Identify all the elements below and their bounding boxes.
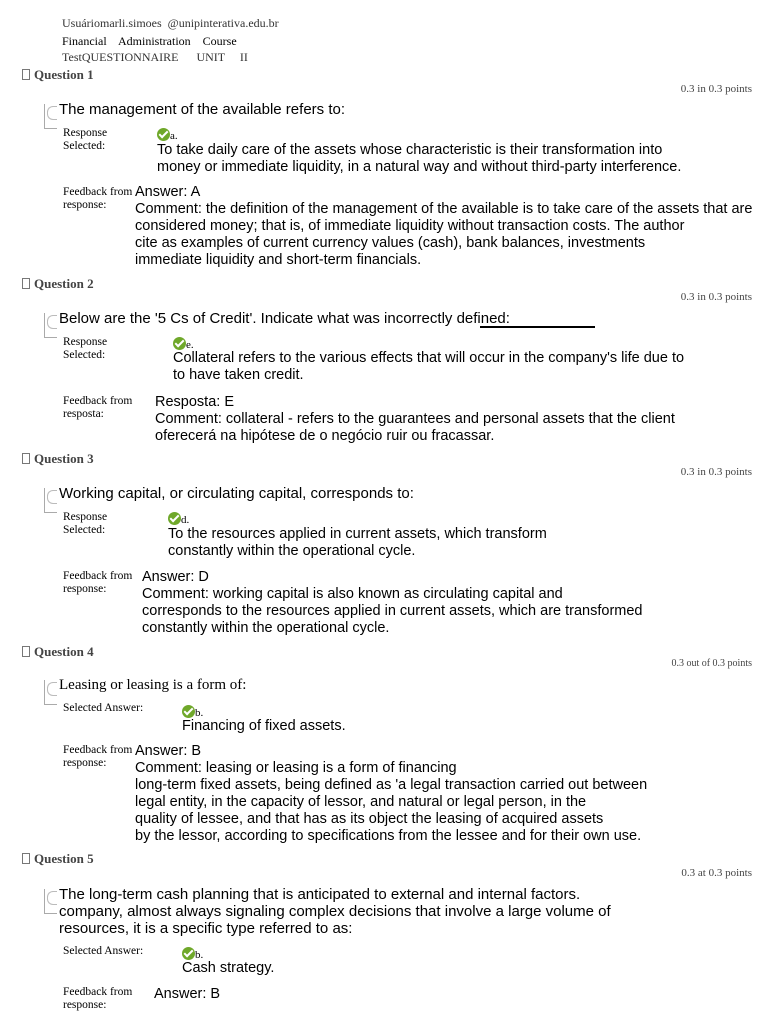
feedback-text: Answer: D Comment: working capital is also known as circulating capital and corresponds to the resources applied in current assets, which are transformed constantly within the operational cycle. — [142, 569, 643, 636]
answer-label: Response Selected: — [63, 127, 108, 152]
answer-marker: b. — [182, 703, 203, 721]
question-title[interactable]: Question 4 — [22, 644, 94, 660]
correct-check-icon — [182, 705, 195, 718]
selected-answer: Financing of fixed assets. — [182, 718, 346, 734]
answer-marker: b. — [182, 945, 203, 963]
question-points: 0.3 at 0.3 points — [681, 867, 752, 879]
collapse-icon[interactable] — [22, 453, 30, 464]
question-icon — [44, 680, 57, 705]
question-text: The management of the available refers to: — [59, 101, 345, 118]
selected-answer: To the resources applied in current assets, which transform constantly within the operational cycle. — [168, 526, 547, 559]
answer-label: Response Selected: — [63, 336, 108, 361]
test-line: TestQUESTIONNAIRE UNIT II — [62, 50, 248, 64]
collapse-icon[interactable] — [22, 646, 30, 657]
feedback-text: Answer: B Comment: leasing or leasing is a form of financing long-term fixed assets, being defined as 'a legal transaction carried out between legal entity, in the capacity of lessor, and natural or legal person, in the quality of lessee, and that has as its object the leasing of acquired assets by the lessor, according to specifications from the lessee and for their own use. — [135, 743, 648, 844]
course-line: Financial Administration Course — [62, 34, 237, 48]
question-title[interactable]: Question 2 — [22, 276, 94, 292]
feedback-text: Answer: B — [154, 986, 221, 1002]
question-icon — [44, 488, 57, 513]
question-title[interactable]: Question 5 — [22, 851, 94, 867]
feedback-text: Resposta: E Comment: collateral - refers to the guarantees and personal assets that the client oferecerá na hipótese de o negócio ruir ou fracassar. — [155, 394, 675, 444]
answer-label: Response Selected: — [63, 511, 108, 536]
question-icon — [44, 889, 57, 914]
question-points: 0.3 out of 0.3 points — [671, 658, 752, 669]
feedback-text: Answer: A Comment: the definition of the management of the available is to take care of the assets that are considered money; that is, of immediate liquidity without transaction costs. The author cite as examples of current currency values (cash), bank balances, investments immediate liquidity and short-term financials. — [135, 184, 753, 268]
selected-answer: Cash strategy. — [182, 960, 275, 976]
question-text: Working capital, or circulating capital, corresponds to: — [59, 485, 414, 502]
collapse-icon[interactable] — [22, 278, 30, 289]
question-text: Below are the '5 Cs of Credit'. Indicate what was incorrectly defined: — [59, 310, 510, 327]
answer-label: Selected Answer: — [63, 702, 144, 714]
correct-check-icon — [168, 512, 181, 525]
feedback-label: Feedback from response: — [63, 570, 133, 595]
feedback-label: Feedback from resposta: — [63, 395, 133, 420]
answer-blank-underline — [480, 326, 595, 328]
question-points: 0.3 in 0.3 points — [680, 83, 752, 95]
answer-marker: d. — [168, 510, 189, 528]
question-title[interactable]: Question 3 — [22, 451, 94, 467]
answer-marker: a. — [157, 126, 178, 144]
feedback-label: Feedback from response: — [63, 186, 133, 211]
selected-answer: Collateral refers to the various effects that will occur in the company's life due to to have taken credit. — [173, 350, 685, 383]
question-title[interactable]: Question 1 — [22, 67, 94, 83]
question-icon — [44, 104, 57, 129]
answer-label: Selected Answer: — [63, 945, 144, 957]
feedback-label: Feedback from response: — [63, 744, 133, 769]
question-points: 0.3 in 0.3 points — [680, 466, 752, 478]
user-line: Usuáriomarli.simoes @unipinterativa.edu.br — [62, 16, 279, 30]
correct-check-icon — [182, 947, 195, 960]
answer-marker: e. — [173, 335, 194, 353]
collapse-icon[interactable] — [22, 853, 30, 864]
question-text: Leasing or leasing is a form of: — [59, 677, 247, 693]
collapse-icon[interactable] — [22, 69, 30, 80]
correct-check-icon — [173, 337, 186, 350]
question-points: 0.3 in 0.3 points — [680, 291, 752, 303]
question-text: The long-term cash planning that is anticipated to external and internal factors. company, almost always signaling complex decisions that involve a large volume of resources, it is a specific type referred to as: — [59, 886, 611, 937]
feedback-label: Feedback from response: — [63, 986, 133, 1011]
selected-answer: To take daily care of the assets whose characteristic is their transformation into money or immediate liquidity, in a natural way and without third-party interference. — [157, 142, 682, 175]
question-icon — [44, 313, 57, 338]
correct-check-icon — [157, 128, 170, 141]
